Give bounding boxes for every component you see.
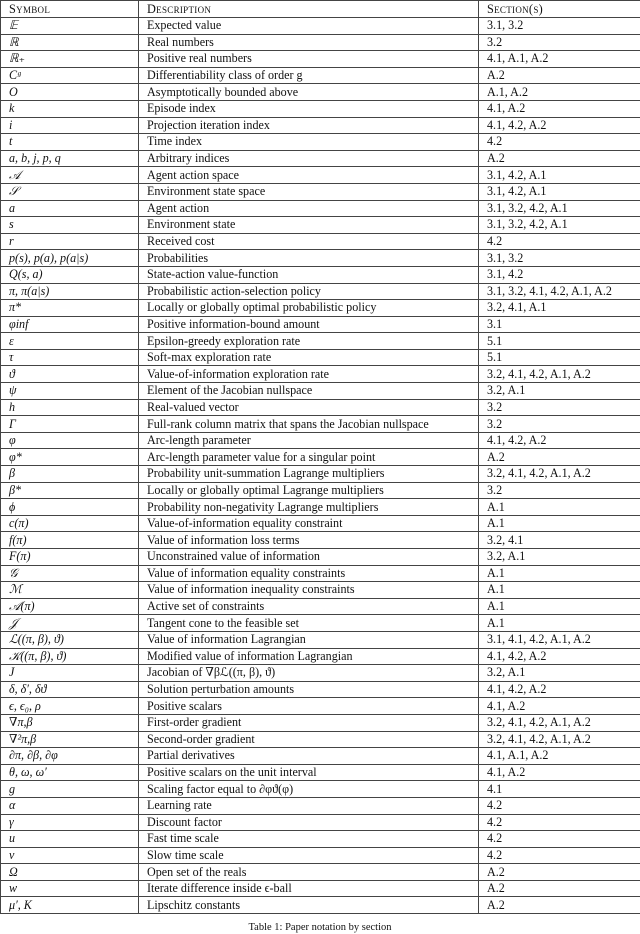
symbol-cell: ∂π, ∂β, ∂φ: [1, 748, 139, 765]
sections-cell: 4.1, A.2: [479, 100, 640, 117]
symbol-cell: h: [1, 399, 139, 416]
sections-cell: 3.2, 4.1, 4.2, A.1, A.2: [479, 366, 640, 383]
table-row: [1, 565, 640, 582]
table-row: [1, 748, 640, 765]
table-row: [1, 217, 640, 234]
sections-cell: A.1: [479, 565, 640, 582]
table-row: [1, 897, 640, 914]
sections-cell: 3.2: [479, 482, 640, 499]
table-row: [1, 283, 640, 300]
description-cell: Lipschitz constants: [139, 897, 479, 914]
table-row: [1, 847, 640, 864]
sections-cell: 4.1, A.2: [479, 698, 640, 715]
sections-cell: 3.2, 4.1, 4.2, A.1, A.2: [479, 714, 640, 731]
sections-cell: 3.2: [479, 416, 640, 433]
table-row: [1, 366, 640, 383]
description-cell: Arbitrary indices: [139, 150, 479, 167]
description-cell: Probability non-negativity Lagrange multipliers: [139, 499, 479, 516]
sections-cell: A.1: [479, 515, 640, 532]
table-row: [1, 714, 640, 731]
sections-cell: 4.1, A.2: [479, 764, 640, 781]
table-row: [1, 515, 640, 532]
description-cell: Tangent cone to the feasible set: [139, 615, 479, 632]
header-symbol: Symbol: [1, 1, 139, 18]
table-row: [1, 399, 640, 416]
symbol-cell: ℳ: [1, 582, 139, 599]
sections-cell: 4.2: [479, 814, 640, 831]
description-cell: Jacobian of ∇βℒ((π, β), ϑ): [139, 665, 479, 682]
table-row: [1, 150, 640, 167]
sections-cell: 4.1, 4.2, A.2: [479, 648, 640, 665]
table-row: [1, 648, 640, 665]
description-cell: Arc-length parameter value for a singular point: [139, 449, 479, 466]
table-header-row: [1, 1, 640, 18]
table-row: [1, 18, 640, 35]
description-cell: Active set of constraints: [139, 598, 479, 615]
description-cell: Scaling factor equal to ∂φϑ(φ): [139, 781, 479, 798]
description-cell: Unconstrained value of information: [139, 549, 479, 566]
symbol-cell: β: [1, 466, 139, 483]
description-cell: Locally or globally optimal probabilistic policy: [139, 300, 479, 317]
table-row: [1, 731, 640, 748]
symbol-cell: J: [1, 665, 139, 682]
table-row: [1, 167, 640, 184]
sections-cell: 3.2, 4.1, A.1: [479, 300, 640, 317]
symbol-cell: a: [1, 200, 139, 217]
description-cell: Learning rate: [139, 797, 479, 814]
table-row: [1, 183, 640, 200]
sections-cell: 4.2: [479, 134, 640, 151]
sections-cell: 3.1, 3.2, 4.2, A.1: [479, 200, 640, 217]
symbol-cell: θ, ω, ω′: [1, 764, 139, 781]
sections-cell: 3.2, A.1: [479, 383, 640, 400]
sections-cell: A.2: [479, 897, 640, 914]
symbol-cell: 𝒢: [1, 565, 139, 582]
symbol-cell: F(π): [1, 549, 139, 566]
symbol-cell: ℝ: [1, 34, 139, 51]
symbol-cell: u: [1, 831, 139, 848]
description-cell: Time index: [139, 134, 479, 151]
table-row: [1, 880, 640, 897]
sections-cell: A.1, A.2: [479, 84, 640, 101]
symbol-cell: 𝒦((π, β), ϑ): [1, 648, 139, 665]
symbol-cell: γ: [1, 814, 139, 831]
table-row: [1, 383, 640, 400]
description-cell: Positive scalars on the unit interval: [139, 764, 479, 781]
header-description: Description: [139, 1, 479, 18]
table-row: [1, 51, 640, 68]
description-cell: Modified value of information Lagrangian: [139, 648, 479, 665]
description-cell: Solution perturbation amounts: [139, 681, 479, 698]
symbol-cell: φ*: [1, 449, 139, 466]
description-cell: Real-valued vector: [139, 399, 479, 416]
symbol-cell: ϑ: [1, 366, 139, 383]
table-row: [1, 764, 640, 781]
sections-cell: 3.2, 4.1, 4.2, A.1, A.2: [479, 731, 640, 748]
symbol-cell: ∇π,β: [1, 714, 139, 731]
description-cell: Iterate difference inside ϵ-ball: [139, 880, 479, 897]
table-row: [1, 134, 640, 151]
symbol-cell: r: [1, 233, 139, 250]
table-row: [1, 316, 640, 333]
symbol-cell: w: [1, 880, 139, 897]
table-row: [1, 582, 640, 599]
sections-cell: 4.2: [479, 831, 640, 848]
symbol-cell: k: [1, 100, 139, 117]
table-row: [1, 631, 640, 648]
symbol-cell: p(s), p(a), p(a|s): [1, 250, 139, 267]
symbol-cell: β*: [1, 482, 139, 499]
table-row: [1, 117, 640, 134]
description-cell: Value-of-information equality constraint: [139, 515, 479, 532]
description-cell: Epsilon-greedy exploration rate: [139, 333, 479, 350]
description-cell: Real numbers: [139, 34, 479, 51]
sections-cell: A.1: [479, 598, 640, 615]
table-row: [1, 831, 640, 848]
sections-cell: 4.1, 4.2, A.2: [479, 432, 640, 449]
description-cell: Element of the Jacobian nullspace: [139, 383, 479, 400]
header-sections: Section(s): [479, 1, 640, 18]
symbol-cell: 𝒜: [1, 167, 139, 184]
symbol-cell: f(π): [1, 532, 139, 549]
description-cell: Received cost: [139, 233, 479, 250]
sections-cell: 4.1, 4.2, A.2: [479, 681, 640, 698]
description-cell: Value of information loss terms: [139, 532, 479, 549]
table-row: [1, 200, 640, 217]
sections-cell: 3.1, 3.2, 4.2, A.1: [479, 217, 640, 234]
description-cell: Locally or globally optimal Lagrange multipliers: [139, 482, 479, 499]
sections-cell: 4.2: [479, 847, 640, 864]
sections-cell: A.2: [479, 864, 640, 881]
description-cell: State-action value-function: [139, 266, 479, 283]
symbol-cell: Cᵍ: [1, 67, 139, 84]
sections-cell: 3.1, 4.2: [479, 266, 640, 283]
table-row: [1, 681, 640, 698]
description-cell: Agent action: [139, 200, 479, 217]
symbol-cell: φ: [1, 432, 139, 449]
description-cell: Fast time scale: [139, 831, 479, 848]
table-row: [1, 449, 640, 466]
symbol-cell: ℒ((π, β), ϑ): [1, 631, 139, 648]
description-cell: Slow time scale: [139, 847, 479, 864]
symbol-cell: π*: [1, 300, 139, 317]
symbol-cell: 𝒜(π): [1, 598, 139, 615]
table-row: [1, 300, 640, 317]
sections-cell: 4.2: [479, 233, 640, 250]
table-row: [1, 598, 640, 615]
description-cell: Expected value: [139, 18, 479, 35]
symbol-cell: v: [1, 847, 139, 864]
symbol-cell: δ, δ′, δϑ: [1, 681, 139, 698]
description-cell: Episode index: [139, 100, 479, 117]
table-row: [1, 266, 640, 283]
table-caption: Table 1: Paper notation by section: [248, 922, 392, 933]
sections-cell: 3.1, 4.2, A.1: [479, 183, 640, 200]
symbol-cell: Q(s, a): [1, 266, 139, 283]
sections-cell: 3.1, 3.2: [479, 18, 640, 35]
sections-cell: 4.2: [479, 797, 640, 814]
description-cell: Value of information inequality constraints: [139, 582, 479, 599]
table-row: [1, 532, 640, 549]
symbol-cell: g: [1, 781, 139, 798]
sections-cell: 3.2: [479, 399, 640, 416]
table-row: [1, 482, 640, 499]
table-row: [1, 349, 640, 366]
sections-cell: A.2: [479, 150, 640, 167]
table-row: [1, 466, 640, 483]
symbol-cell: ε: [1, 333, 139, 350]
table-row: [1, 615, 640, 632]
description-cell: Probabilistic action-selection policy: [139, 283, 479, 300]
description-cell: Differentiability class of order g: [139, 67, 479, 84]
description-cell: Full-rank column matrix that spans the Jacobian nullspace: [139, 416, 479, 433]
description-cell: Arc-length parameter: [139, 432, 479, 449]
description-cell: Projection iteration index: [139, 117, 479, 134]
description-cell: Value of information Lagrangian: [139, 631, 479, 648]
sections-cell: A.2: [479, 880, 640, 897]
sections-cell: 4.1, A.1, A.2: [479, 748, 640, 765]
table-row: [1, 233, 640, 250]
symbol-cell: 𝒥: [1, 615, 139, 632]
symbol-cell: a, b, j, p, q: [1, 150, 139, 167]
sections-cell: 4.1, 4.2, A.2: [479, 117, 640, 134]
sections-cell: 3.2, A.1: [479, 665, 640, 682]
table-row: [1, 67, 640, 84]
symbol-cell: ∇²π,β: [1, 731, 139, 748]
table-row: [1, 797, 640, 814]
description-cell: Asymptotically bounded above: [139, 84, 479, 101]
table-row: [1, 549, 640, 566]
description-cell: Positive information-bound amount: [139, 316, 479, 333]
sections-cell: 3.1: [479, 316, 640, 333]
symbol-cell: Γ: [1, 416, 139, 433]
sections-cell: 5.1: [479, 333, 640, 350]
symbol-cell: s: [1, 217, 139, 234]
table-row: [1, 34, 640, 51]
description-cell: Discount factor: [139, 814, 479, 831]
sections-cell: 3.1, 3.2: [479, 250, 640, 267]
symbol-cell: τ: [1, 349, 139, 366]
description-cell: First-order gradient: [139, 714, 479, 731]
table-row: [1, 864, 640, 881]
table-row: [1, 100, 640, 117]
table-row: [1, 665, 640, 682]
symbol-cell: 𝒮: [1, 183, 139, 200]
description-cell: Agent action space: [139, 167, 479, 184]
description-cell: Environment state: [139, 217, 479, 234]
description-cell: Probabilities: [139, 250, 479, 267]
symbol-cell: c(π): [1, 515, 139, 532]
sections-cell: 3.1, 3.2, 4.1, 4.2, A.1, A.2: [479, 283, 640, 300]
sections-cell: A.1: [479, 615, 640, 632]
symbol-cell: ϵ, ϵ₀, ρ: [1, 698, 139, 715]
symbol-cell: φinf: [1, 316, 139, 333]
symbol-cell: π, π(a|s): [1, 283, 139, 300]
sections-cell: 3.1, 4.1, 4.2, A.1, A.2: [479, 631, 640, 648]
table-row: [1, 333, 640, 350]
symbol-cell: Ω: [1, 864, 139, 881]
description-cell: Second-order gradient: [139, 731, 479, 748]
table-row: [1, 432, 640, 449]
sections-cell: 3.2, 4.1: [479, 532, 640, 549]
sections-cell: A.1: [479, 582, 640, 599]
symbol-cell: μ′, K: [1, 897, 139, 914]
sections-cell: 3.2, A.1: [479, 549, 640, 566]
sections-cell: 4.1: [479, 781, 640, 798]
description-cell: Partial derivatives: [139, 748, 479, 765]
sections-cell: A.2: [479, 449, 640, 466]
symbol-cell: ψ: [1, 383, 139, 400]
table-row: [1, 250, 640, 267]
sections-cell: A.2: [479, 67, 640, 84]
sections-cell: A.1: [479, 499, 640, 516]
symbol-cell: t: [1, 134, 139, 151]
sections-cell: 3.1, 4.2, A.1: [479, 167, 640, 184]
table-row: [1, 416, 640, 433]
symbol-cell: 𝔼: [1, 18, 139, 35]
table-row: [1, 781, 640, 798]
table-row: [1, 814, 640, 831]
description-cell: Value-of-information exploration rate: [139, 366, 479, 383]
table-row: [1, 84, 640, 101]
description-cell: Positive scalars: [139, 698, 479, 715]
description-cell: Environment state space: [139, 183, 479, 200]
table-body: [1, 18, 640, 914]
sections-cell: 4.1, A.1, A.2: [479, 51, 640, 68]
symbol-cell: ϕ: [1, 499, 139, 516]
description-cell: Positive real numbers: [139, 51, 479, 68]
description-cell: Soft-max exploration rate: [139, 349, 479, 366]
symbol-cell: α: [1, 797, 139, 814]
description-cell: Probability unit-summation Lagrange multipliers: [139, 466, 479, 483]
symbol-cell: ℝ₊: [1, 51, 139, 68]
symbol-cell: i: [1, 117, 139, 134]
sections-cell: 3.2, 4.1, 4.2, A.1, A.2: [479, 466, 640, 483]
symbol-cell: O: [1, 84, 139, 101]
table-row: [1, 499, 640, 516]
sections-cell: 5.1: [479, 349, 640, 366]
description-cell: Value of information equality constraints: [139, 565, 479, 582]
table-row: [1, 698, 640, 715]
sections-cell: 3.2: [479, 34, 640, 51]
description-cell: Open set of the reals: [139, 864, 479, 881]
